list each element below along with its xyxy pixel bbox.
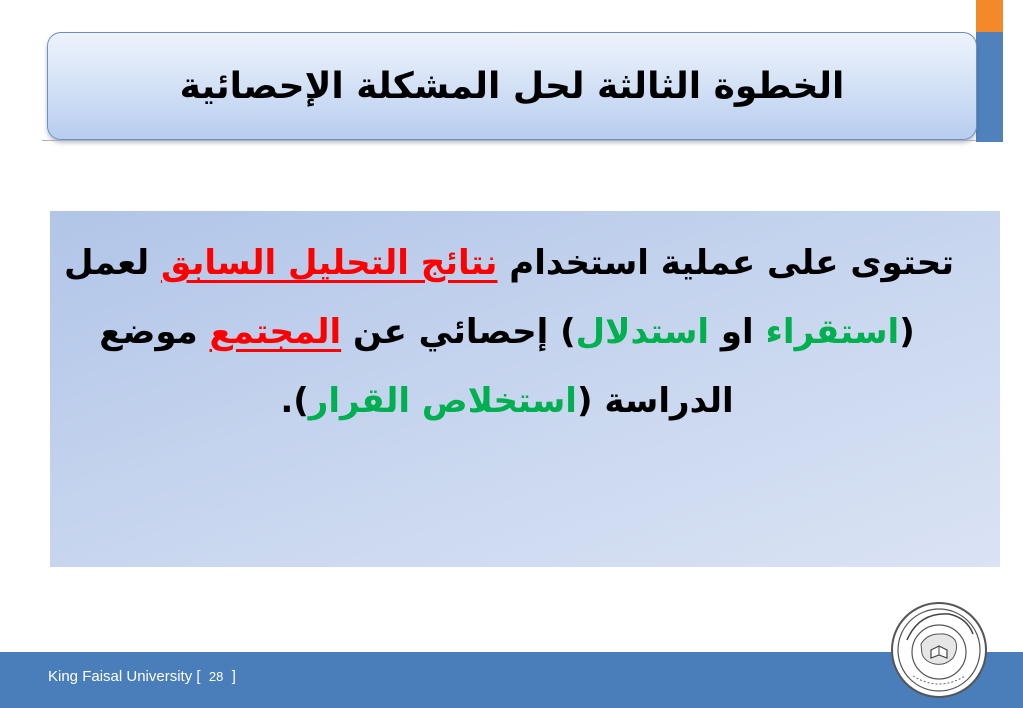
title-box — [47, 32, 977, 140]
paragraph-2 — [60, 298, 954, 436]
orange-accent-bar — [976, 0, 1003, 32]
p1-text-start: تحتوى على عملية استخدام — [497, 243, 954, 283]
paragraph-1 — [60, 229, 954, 298]
p2-tail-text: موضع الدراسة ( — [99, 312, 734, 421]
footer-close-bracket: ] — [231, 668, 236, 685]
university-seal-icon — [889, 600, 989, 700]
p2-term-induction: استقراء — [765, 312, 900, 352]
p2-term-decision: استخلاص القرار — [308, 381, 577, 421]
p1-highlight-red: نتائج التحليل السابق — [160, 243, 498, 283]
slide-title: الخطوة الثالثة لحل المشكلة الإحصائية — [179, 65, 845, 107]
p2-term-inference: استدلال — [575, 312, 710, 352]
p2-term-population: المجتمع — [209, 312, 342, 352]
page-number: 28 — [208, 669, 224, 684]
title-divider — [42, 140, 976, 141]
content-box — [50, 211, 1000, 567]
p2-mid-text: ) إحصائي عن — [341, 312, 576, 352]
blue-accent-bar — [976, 32, 1003, 142]
p2-open-paren: ( — [899, 312, 915, 352]
p2-or: او — [709, 312, 766, 352]
p2-close-paren: ). — [280, 381, 309, 421]
footer-text — [48, 668, 236, 685]
footer-university: King Faisal University [ — [48, 668, 201, 685]
p1-text-end: لعمل — [64, 243, 161, 283]
